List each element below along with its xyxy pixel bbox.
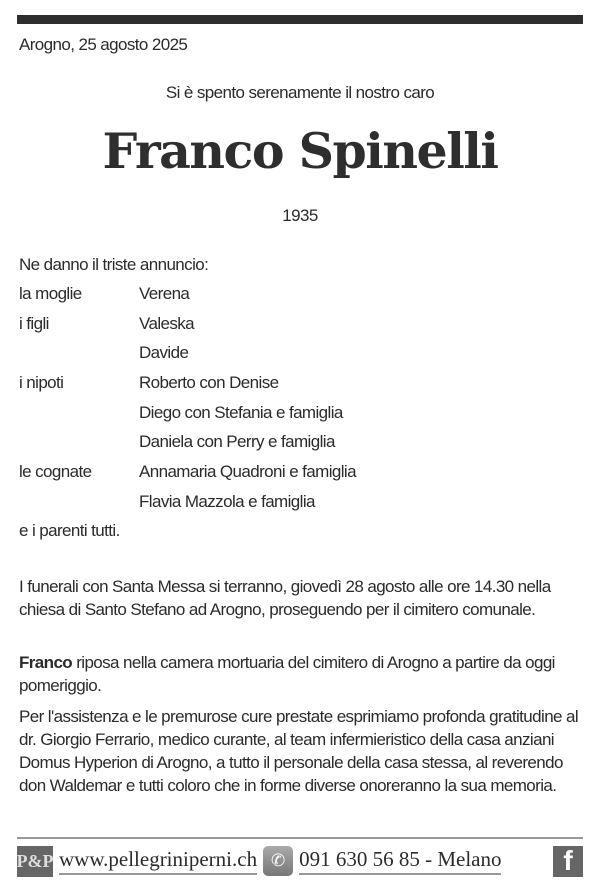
all-relatives: e i parenti tutti. xyxy=(19,521,120,540)
funeral-paragraph: I funerali con Santa Messa si terranno, giovedì 28 agosto alle ore 14.30 nella chiesa di Santo Stefano ad Arogno, proseguendo per il cimitero comunale. xyxy=(19,577,551,619)
family-row xyxy=(19,373,583,403)
company-logo: P&P xyxy=(17,846,53,877)
family-names: Annamaria Quadroni e famiglia xyxy=(139,462,356,482)
family-row xyxy=(19,284,583,314)
family-row xyxy=(19,462,583,492)
relation: i figli xyxy=(19,313,49,333)
family-row xyxy=(19,314,583,344)
family-row xyxy=(19,432,583,462)
rest-name: Franco xyxy=(19,653,73,672)
deceased-name: Franco Spinelli xyxy=(102,122,498,180)
relation: i nipoti xyxy=(19,373,64,393)
family-names: Verena xyxy=(139,284,190,303)
announcement-intro: Ne danno il triste annuncio: xyxy=(19,255,209,274)
relation xyxy=(19,432,139,462)
birth-year: 1935 xyxy=(282,206,318,225)
family-names: Daniela con Perry e famiglia xyxy=(139,432,335,452)
family-row xyxy=(19,403,583,433)
family-names: Valeska xyxy=(139,313,195,333)
relation: le cognate xyxy=(19,462,92,482)
relation xyxy=(19,492,139,522)
rest-paragraph xyxy=(19,651,585,697)
family-names: Flavia Mazzola e famiglia xyxy=(139,491,315,511)
family-row xyxy=(19,492,583,522)
relation: la moglie xyxy=(19,284,82,303)
phone-number: 091 630 56 85 - Melano xyxy=(299,847,501,875)
family-names: Davide xyxy=(139,343,189,363)
family-row xyxy=(19,343,583,373)
facebook-icon[interactable]: f xyxy=(553,846,583,877)
date-line: Arogno, 25 agosto 2025 xyxy=(19,35,188,54)
footer-rule xyxy=(17,837,583,839)
top-rule xyxy=(17,15,583,24)
phone-icon: ✆ xyxy=(263,846,293,876)
thanks-paragraph: Per l'assistenza e le premurose cure prestate esprimiamo profonda gratitudine al dr. Giorgio Ferrario, medico curante, al team infermieristico della casa anziani Domus Hyperion di Arogno, a tutto il personale della casa stessa, al reverendo don Waldemar e tutti coloro che in forme diverse onoreranno la sua memoria. xyxy=(19,707,579,795)
family-list xyxy=(19,284,583,522)
website-link[interactable]: www.pellegriniperni.ch xyxy=(59,847,257,875)
relation xyxy=(19,343,139,373)
rest-text: riposa nella camera mortuaria del cimitero di Arogno a partire da oggi pomeriggio. xyxy=(19,653,555,695)
footer xyxy=(17,845,583,877)
subtitle: Si è spento serenamente il nostro caro xyxy=(165,83,435,102)
family-names: Roberto con Denise xyxy=(139,373,279,393)
family-names: Diego con Stefania e famiglia xyxy=(139,402,343,422)
relation xyxy=(19,403,139,433)
